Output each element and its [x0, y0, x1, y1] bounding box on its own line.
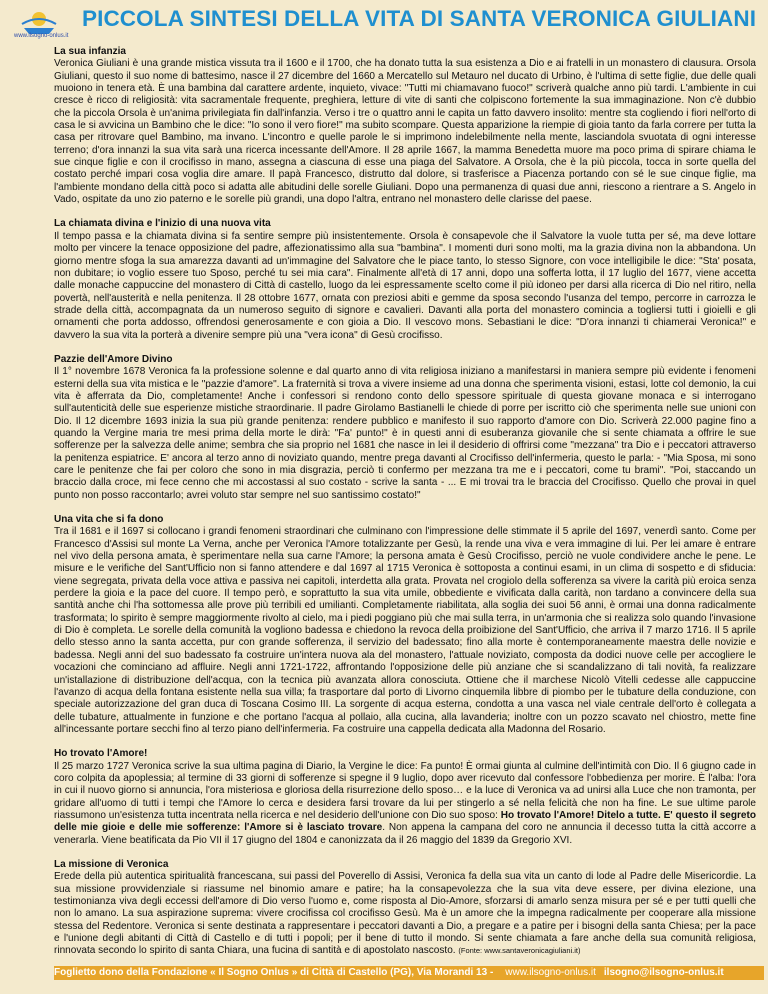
section-text-part: Il 25 marzo 1727 Veronica scrive la sua ultima pagina di Diario, la Vergine le dice: Fa punto! È ormai giunta al culmine dell'intimità con Dio. Il 6 giugno cade in coro colpita da apoplessia; al termine di 33 giorni di sofferenze si spegne il 9 luglio, dopo aver ricevuto dal confessore l'obbedienza per morire. È l'alba: l'ora in cui il nuovo giorno si annuncia, l'ora misteriosa e gloriosa della risurrezione dello sposo… e la luce di Veronica va ad unirsi alla Luce che non tramonta, per gridare all'uomo di tutti i tempi che l'Amore lo cerca e desidera farsi trovare da lui per stingerlo a sé nella felicità che non ha fine. Le sue ultime parole riassumono un'esistenza tutta incentrata nella ricerca e nel desiderio dell'unione con Dio suo sposo: — [54, 760, 756, 821]
section-heading: La sua infanzia — [54, 46, 127, 57]
header — [0, 0, 768, 46]
section-text: Veronica Giuliani è una grande mistica vissuta tra il 1600 e il 1700, che ha donato tutta la sua esistenza a Dio e ai fratelli in un monastero di clausura. Orsola Giuliani, questo il suo nome di battesimo, nasce il 27 dicembre del 1660 a Mercatello sul Metauro nel ducato di Urbino, è l'ultima di sette figlie, due delle quali muoiono in tenera età. È una bambina dal carattere ardente, inquieto, vivace: "Tutti mi chiamavano fuoco!" scriverà qualche anno più tardi. L'ambiente in cui cresce è ricco di religiosità: vita sacramentale frequente, preghiera, letture di vite di santi che colpiscono fortemente la sua immaginazione. Non c'è dubbio che la piccola Orsola è un'anima privilegiata fin dall'infanzia. Verso i tre o quattro anni le capita un fatto davvero insolito: mentre sta cogliendo i fiori nell'orto di casa le si avvicina un Bambino che le dice: "Io sono il vero fiore!" ma subito scompare. Questa apparizione la riempie di gioia tanto da farla correre per tutta la casa per ritrovare quel Bambino, ma invano. L'incontro e quelle parole le si imprimono indelebilmente nella mente, lasciandola svuotata di ogni interesse terreno; d'ora innanzi la sua vita sarà una ricerca incessante dell'Amore. Il 28 aprile 1667, la mamma Benedetta muore ma poco prima di spirare chiama le sue cinque figlie e con il crocifisso in mano, assegna a ciascuna di esse una piaga del Salvatore. A Orsola, che è la più piccola, tocca in sorte quella del costato perché impari cosa voglia dire amare. Il papà Francesco, distrutto dal dolore, si trasferisce a Piacenza portando con sé le sue cinque figlie, ma l'ambiente mondano della città poco si adatta alle abitudini delle sorelle Giuliani. Dopo una permanenza di quasi due anni, riescono a rientrare a S. Angelo in Vado, ospitate da uno zio paterno e le sorelle più grandi, una dopo l'altra, entrano nel monastero delle clarisse del paese. — [54, 58, 756, 206]
section-chiamata — [54, 218, 756, 341]
section-text — [54, 761, 756, 847]
page-title: PICCOLA SINTESI DELLA VITA DI SANTA VERONICA GIULIANI — [82, 6, 757, 31]
section-text-part: . Non appena la campana del coro ne annuncia il decesso tutta la città accorre a venerarla. Viene beatificata da Pio VII il 17 giugno del 1804 e canonizzata da il 26 maggio del 1839 da Gregorio XVI. — [54, 822, 756, 846]
section-pazzie — [54, 354, 756, 502]
last-words: Ho trovato l'Amore! Ditelo a tutte. E' questo il segreto delle mie gioie e delle mie sofferenze: l'Amore si è lasciato trovare — [54, 809, 757, 834]
section-heading: La chiamata divina e l'inizio di una nuova vita — [54, 218, 271, 230]
section-infanzia — [54, 46, 756, 206]
section-text: Il 1° novembre 1678 Veronica fa la professione solenne e dal quarto anno di vita religiosa iniziano a manifestarsi in maniera sempre più evidente i fenomeni esterni della sua vita mistica e le "pazzie d'amore". La fraternità si trova a vivere insieme ad una donna che sperimenta visioni, estasi, lotte col demonio, la cui vita è afferrata da Dio, completamente! Anche i confessori si rendono conto dello spessore spirituale di questa giovane monaca e si interrogano sull'autenticità delle sue esperienze mistiche straordinarie. Il padre Girolamo Bastianelli le chiede di porre per iscritto ciò che sperimenta nelle sue unioni con Dio. Il 12 dicembre 1693 inizia la sua più grande penitenza: rendere pubblico e manifesto il suo rapporto d'amore con Dio. Scriverà 22.000 pagine fino a quando la Vergine maria tre mesi prima della morte le dirà: "Fa' punto!" è in questi anni di esuberanza giovanile che si sente chiamata a offrire le sue sofferenze per la salvezza delle anime; sembra che sia proprio nel 1681 che nasce in lei il desiderio di offrirsi come "mezzana" tra Dio e i peccatori attraverso la penitenza espiatrice. E' ancora al terzo anno di noviziato quando, mentre prega davanti al Crocifisso dell'infermeria, questo le parla: - "Mia Sposa, mi sono care le penitenze che fai per coloro che sono in mia disgrazia, perciò ti confermo per mezzana tra me e i peccatori, come tu brami". "Poi, staccando un braccio dalla croce, mi fece cenno che mi accostassi al suo costato - scrive la santa - ... E mi trovai tra le braccia del Crocifisso. Quello che provai in quel punto non posso raccontarlo; avrei voluto star sempre nel suo santissimo costato!" — [54, 366, 756, 501]
section-heading: Pazzie dell'Amore Divino — [54, 353, 173, 365]
footer-email-link[interactable]: ilsogno@ilsogno-onlus.it — [603, 967, 724, 978]
footer-bar — [54, 966, 764, 980]
footer-text: Foglietto dono della Fondazione « Il Sogno Onlus » di Città di Castello (PG), Via Morandi 13 - — [54, 967, 494, 978]
source-note: (Fonte: www.santaveronicagiuliani.it) — [458, 946, 581, 956]
logo-text: www.ilsogno-onlus.it — [14, 33, 69, 39]
document-body — [54, 46, 756, 970]
section-dono — [54, 514, 756, 736]
section-heading: La missione di Veronica — [54, 858, 169, 870]
section-missione — [54, 859, 756, 958]
section-heading: Una vita che si fa dono — [54, 514, 164, 526]
section-text — [54, 871, 756, 957]
section-text: Tra il 1681 e il 1697 si collocano i grandi fenomeni straordinari che culminano con l'impressione delle stimmate il 5 aprile del 1697, venerdì santo. Come per Francesco d'Assisi sul monte La Verna, anche per Veronica l'Amore totalizzante per Gesù, la rende una viva e vera immagine di lui. Per lei amare è entrare nel vivo della persona amata, è sperimentare nella sua carne l'Amore; la persona amata è Gesù Crocifisso, perciò ne vuole condividere anche le pene. Le misure e le verifiche del Sant'Ufficio non si fanno attendere e dal 1697 al 1715 Veronica è sottoposta a continui esami, in un clima di sospetto e di sfiducia: viene segregata, privata della voce attiva e passiva nei capitoli, interdetta alla grata. Provata nel crogiolo della sofferenza sa vivere la carità più eroica senza perdere la gioia e la pace del cuore. Il tempo però, e soprattutto la sua vita umile, obbediente e vivificata dalla carità, non tardano a convincere della sua santità anche chi l'ha sottomessa alle prove più terribili ed umilianti. Completamente riabilitata, alla soglia dei suoi 56 anni, è ormai una donna radicalmente trasformata; lo spirito è sempre maggiormente rivolto al cielo, ma i piedi poggiano più che mai sulla terra, in un'armonia che si realizza solo quando l'invasione di Dio è completa. Le sorelle della comunità la vogliono badessa e chiedono la revoca della proibizione del Sant'Ufficio, che arriva il 7 marzo 1716. Il 5 aprile dello stesso anno la santa accetta, pur con grande sofferenza, il servizio del badessato; fino alla morte è contemporaneamente maestra delle novizie e badessa. Negli anni del suo badessato fa costruire un'intera nuova ala del monastero, l'attuale noviziato, composta da dodici nuove celle per accogliere le vocazioni che cominciano ad affluire. Negli anni 1721-1722, affrontando l'opposizione delle più anziane che si scandalizzano di tali novità, fa realizzare un'istallazione di distribuzione dell'acqua, con la tecnica più avanzata allora conosciuta. Ottiene che il marchese Nicolò Vitelli cedesse alle cappuccine l'avanzo di acqua della fontana esistente nella sua villa; fa trasportare dal porto di Livorno cinquemila libbre di piombo per le tubature della conduzione, con speciale autorizzazione del gran duca di Toscana Cosimo III. La sorgente di acqua esterna, condotta a una vasca nel viale centrale dell'orto è collegata a delle tubature, attualmente in funzione e che portano l'acqua al pollaio, alla cucina, alla lavanderia; inoltre con un pozzo scavato nel chiostro, mette fine all'incessante portare secchi fino al terzo piano dell'infermeria. Fa costruire una cappella dedicata alla Madonna del Rosario. — [54, 526, 756, 735]
section-text-part: Erede della più autentica spiritualità francescana, sui passi del Poverello di Assisi, Veronica fa della sua vita un canto di lode al Padre delle Misericordie. La sua missione provvidenziale si riassume nel binomio amare e patire; ha la consapevolezza che la sua vita deve essere, per divina elezione, una testimonianza viva degli eccessi dell'amore di Dio verso l'uomo e, come risposta al Dio-Amore, sforzarsi di amarlo senza misura per sé e per tutti quelli che non lo amano. La sua aspirazione suprema: vivere crocifissa col crocifisso Gesù. Ma è un amore che la impegna radicalmente per cooperare alla missione stessa del Redentore. Veronica si sente destinata a rappresentare i peccatori davanti a Dio, a pregare e a patire per i bisogni della santa Chiesa; per la pace e l'unione degli abitanti di Città di Castello e di tutti i popoli; per il bene di tutto il mondo. Si sente chiamata a fare anche della sua comunità religiosa, rinnovata secondo lo spirito di santa Chiara, una fucina di santità e di apostolato nascosto. — [54, 871, 756, 957]
footer-website-link[interactable]: www.ilsogno-onlus.it — [505, 967, 596, 978]
section-text: Il tempo passa e la chiamata divina si fa sentire sempre più insistentemente. Orsola è consapevole che il Salvatore la vuole tutta per sé, ma deve lottare molto per vincere la tenace opposizione del padre, affezionatissimo alla sua "bambina". I momenti duri sono molti, ma la grazia divina non la abbandona. Un giorno mentre sfoga la sua amarezza davanti ad un'immagine del Salvatore che le piace tanto, lo stesso Signore, con voce intelligibile le dice: "Sta' posata, non dubitare; io voglio essere tuo Sposo, perché tu sei mia cara". Finalmente all'età di 17 anni, dopo una sofferta lotta, il 17 luglio del 1677, viene accetta dalle monache cappuccine del monastero di Città di castello, luogo da lei espressamente scelto come il più idoneo per darsi alla ricerca di Dio nel ritiro, nella povertà, nell'austerità e nella penitenza. Il 28 ottobre 1677, ornata con preziosi abiti e gemme da sposa secondo l'usanza del tempo, percorre in carrozza le strade della città, accompagnata da un numeroso seguito di signore e cavalieri. Davanti alla porta del monastero comincia a togliersi tutti i gioielli e gli ornamenti che porta addosso, offrendosi generosamente e con gioia a Dio. Il vescovo mons. Sebastiani le dice: "D'ora innanzi ti chiamerai Veronica!" e davvero la sua vita la porterà a divenire sempre più una "vera icona" di Gesù crocifisso. — [54, 230, 756, 341]
section-heading: Ho trovato l'Amore! — [54, 748, 148, 760]
section-amore — [54, 748, 756, 847]
